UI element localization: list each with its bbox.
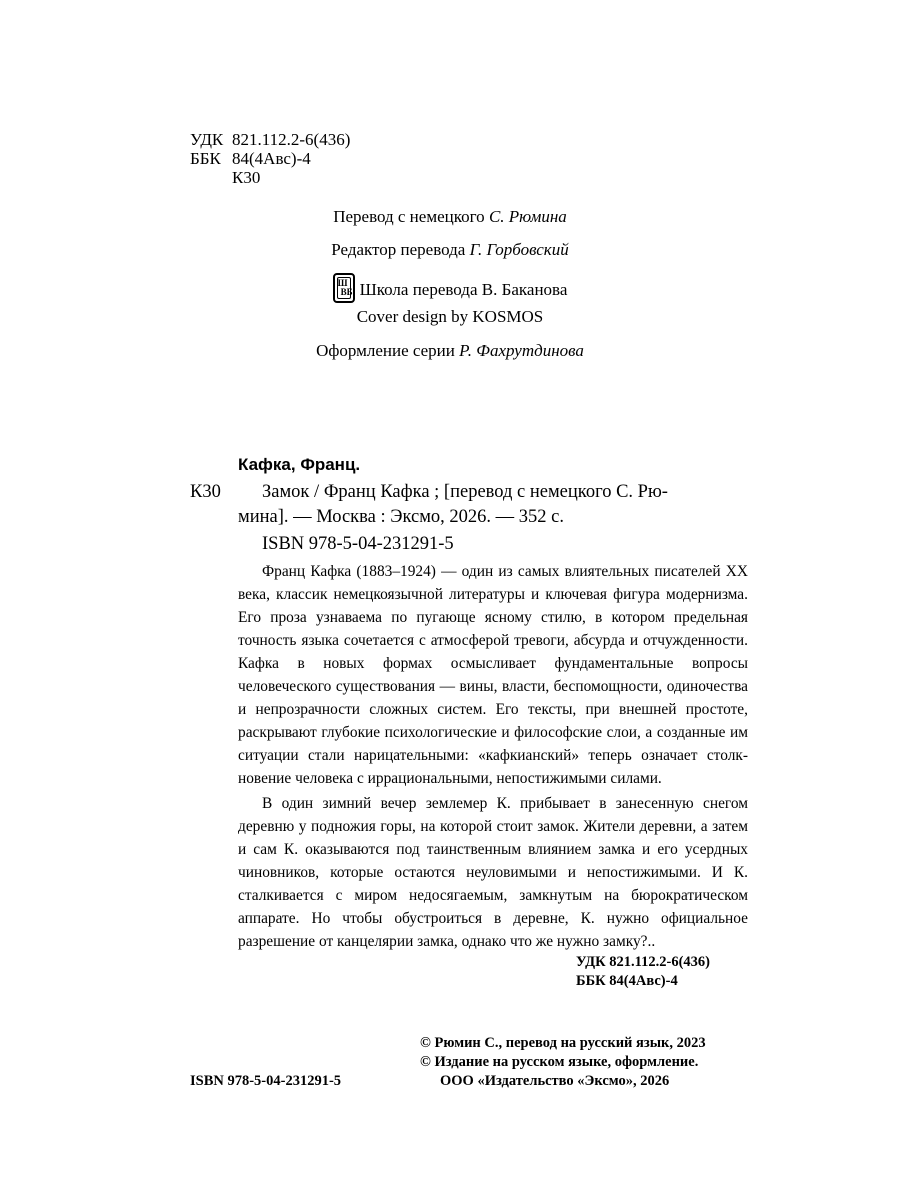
catalog-entry: [238, 480, 752, 530]
logo-letter-top: Ш: [337, 278, 348, 288]
udk-bottom: УДК 821.112.2-6(436): [576, 954, 710, 970]
catalog-entry-line-2: мина]. — Москва : Эксмо, 2026. — 352 с.: [238, 507, 564, 527]
udk-line: [190, 130, 350, 149]
editor-credit: [0, 240, 900, 260]
bbk-value: 84(4Авс)-4: [232, 149, 311, 168]
editor-label: Редактор перевода: [331, 240, 466, 259]
editor-name: Г. Горбовский: [469, 240, 569, 259]
author-sign-line: [190, 168, 350, 187]
catalog-isbn: ISBN 978-5-04-231291-5: [262, 534, 454, 554]
catalog-author: Кафка, Франц.: [238, 455, 361, 474]
author-sign: К30: [232, 168, 261, 187]
annotation-paragraph-1: [238, 560, 748, 790]
cover-design-credit: Cover design by KOSMOS: [356, 307, 544, 326]
bbk-label: ББК: [190, 149, 221, 168]
catalog-sign: К30: [190, 482, 221, 502]
annotation-paragraph-2: [238, 792, 748, 953]
copyright-translation: © Рюмин С., перевод на русский язык, 2023: [420, 1035, 706, 1051]
translation-label: Перевод с немецкого: [333, 207, 485, 226]
logo-letter-bottom: ВБ: [340, 287, 353, 297]
annotation-text-1: Франц Кафка (1883–1924) — один из самых влиятельных писателей XX века, классик немецкоязычной литературы и ключевая фигура модернизма. Его проза узнаваема по пугающе ясному стилю, в котором предельная точность языка сочетается с атмосферой тревоги, абсурда и отчужденности. Кафка в новых формах осмысливает фундаментальные вопросы человеческого существования — вины, власти, беспомощности, одиночества и непрозрачности сложных систем. Его тексты, при внешней простоте, раскрывают глубокие психологические и философские слои, а созданные им ситуации стали нарицательными: «кафкианский» теперь означает столкновение человека с иррациональными, непостижимыми силами.: [238, 563, 748, 787]
series-design-credit: [0, 341, 900, 361]
copyright-publisher: ООО «Издательство «Эксмо», 2026: [440, 1073, 670, 1089]
udk-value: 821.112.2-6(436): [232, 130, 351, 149]
series-design-label: Оформление серии: [316, 341, 455, 360]
translator-name: С. Рюмина: [488, 207, 567, 226]
school-logo-icon: [333, 273, 355, 303]
annotation-text-2: В один зимний вечер землемер К. прибывает в занесенную снегом деревню у подножия горы, на которой стоит замок. Жители деревни, а затем и сам К. оказываются под таинственным влиянием замка и его усердных чиновников, которые остаются неуловимыми и непостижимыми. И К. сталкивается с миром недосягаемым, замкнутым на бюрократическом аппарате. Но чтобы обустроиться в деревне, К. нужно официальное разрешение от канцелярии замка, однако что же нужно замку?..: [238, 795, 748, 950]
catalog-entry-line-1: Замок / Франц Кафка ; [перевод с немецкого С. Рю-: [262, 482, 668, 502]
classification-header: [190, 130, 350, 187]
footer-isbn: ISBN 978-5-04-231291-5: [190, 1073, 342, 1089]
school-name: Школа перевода В. Баканова: [359, 280, 568, 299]
bbk-line: [190, 149, 350, 168]
series-designer-name: Р. Фахрутдинова: [459, 341, 584, 360]
copyright-edition: © Издание на русском языке, оформление.: [420, 1054, 699, 1070]
translation-credit: [0, 207, 900, 227]
copyright-block: [420, 1034, 706, 1091]
bbk-bottom: ББК 84(4Авс)-4: [576, 973, 678, 989]
bottom-classification: [576, 953, 710, 991]
udk-label: УДК: [190, 130, 224, 149]
school-credit: [0, 273, 900, 303]
